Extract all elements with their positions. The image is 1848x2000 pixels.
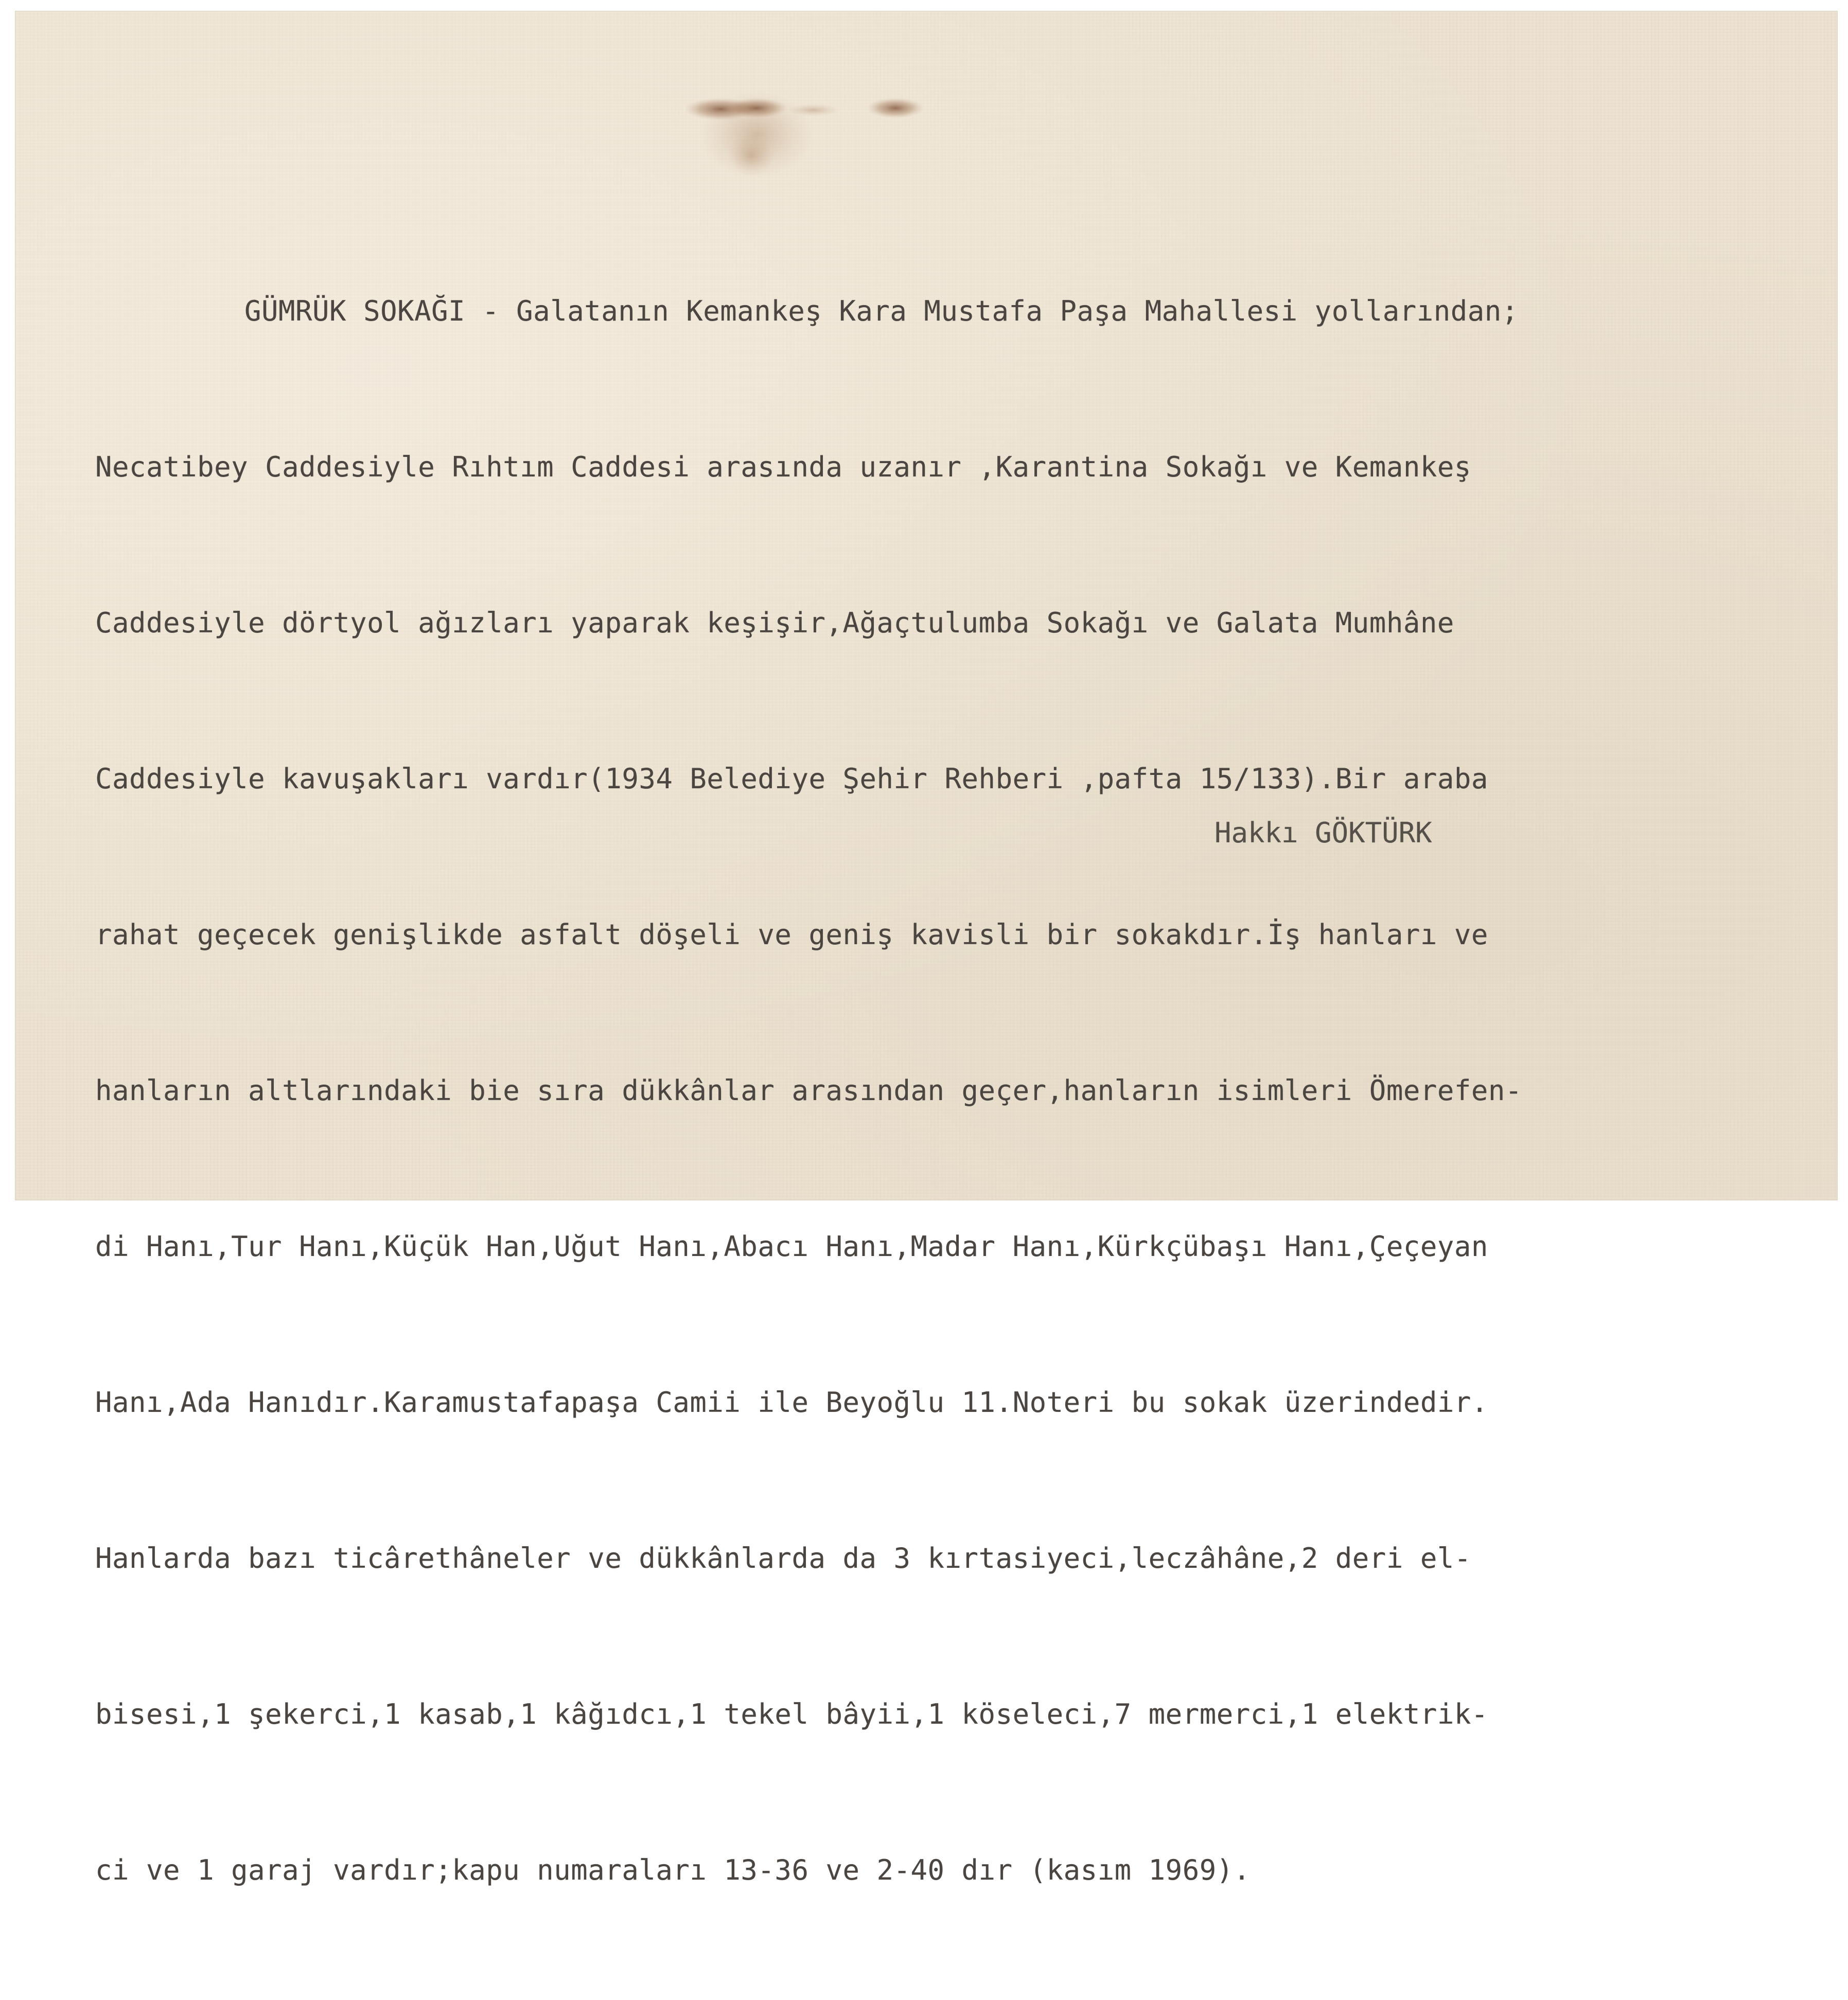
ink-stain (679, 78, 967, 181)
paragraph-line: Necatibey Caddesiyle Rıhtım Caddesi arasında uzanır ,Karantina Sokağı ve Kemankeş (95, 451, 1471, 483)
paragraph-line: ci ve 1 garaj vardır;kapu numaraları 13-36 ve 2-40 dır (kasım 1969). (95, 1854, 1251, 1886)
paragraph-line: bisesi,1 şekerci,1 kasab,1 kâğıdcı,1 tekel bâyii,1 köseleci,7 mermerci,1 elektrik- (95, 1698, 1488, 1730)
paragraph-line: di Hanı,Tur Hanı,Küçük Han,Uğut Hanı,Abacı Hanı,Madar Hanı,Kürkçübaşı Hanı,Çeçeyan (95, 1230, 1488, 1263)
paragraph-line: GÜMRÜK SOKAĞI - Galatanın Kemankeş Kara Mustafa Paşa Mahallesi yollarından; (244, 295, 1519, 327)
document-card (15, 11, 1837, 1886)
paragraph-line: Hanı,Ada Hanıdır.Karamustafapaşa Camii ile Beyoğlu 11.Noteri bu sokak üzerindedir. (95, 1386, 1488, 1419)
author-signature: Hakkı GÖKTÜRK (1215, 817, 1432, 849)
paragraph-line: Caddesiyle dörtyol ağızları yaparak keşişir,Ağaçtulumba Sokağı ve Galata Mumhâne (95, 607, 1454, 639)
typed-paragraph (95, 181, 1845, 2000)
paragraph-line: Hanlarda bazı ticârethâneler ve dükkânlarda da 3 kırtasiyeci,leczâhâne,2 deri el- (95, 1542, 1471, 1574)
paragraph-line: rahat geçecek genişlikde asfalt döşeli ve geniş kavisli bir sokakdır.İş hanları ve (95, 918, 1488, 951)
paragraph-line: hanların altlarındaki bie sıra dükkânlar arasından geçer,hanların isimleri Ömerefen- (95, 1074, 1522, 1107)
paragraph-line: Caddesiyle kavuşakları vardır(1934 Belediye Şehir Rehberi ,pafta 15/133).Bir araba (95, 763, 1488, 795)
